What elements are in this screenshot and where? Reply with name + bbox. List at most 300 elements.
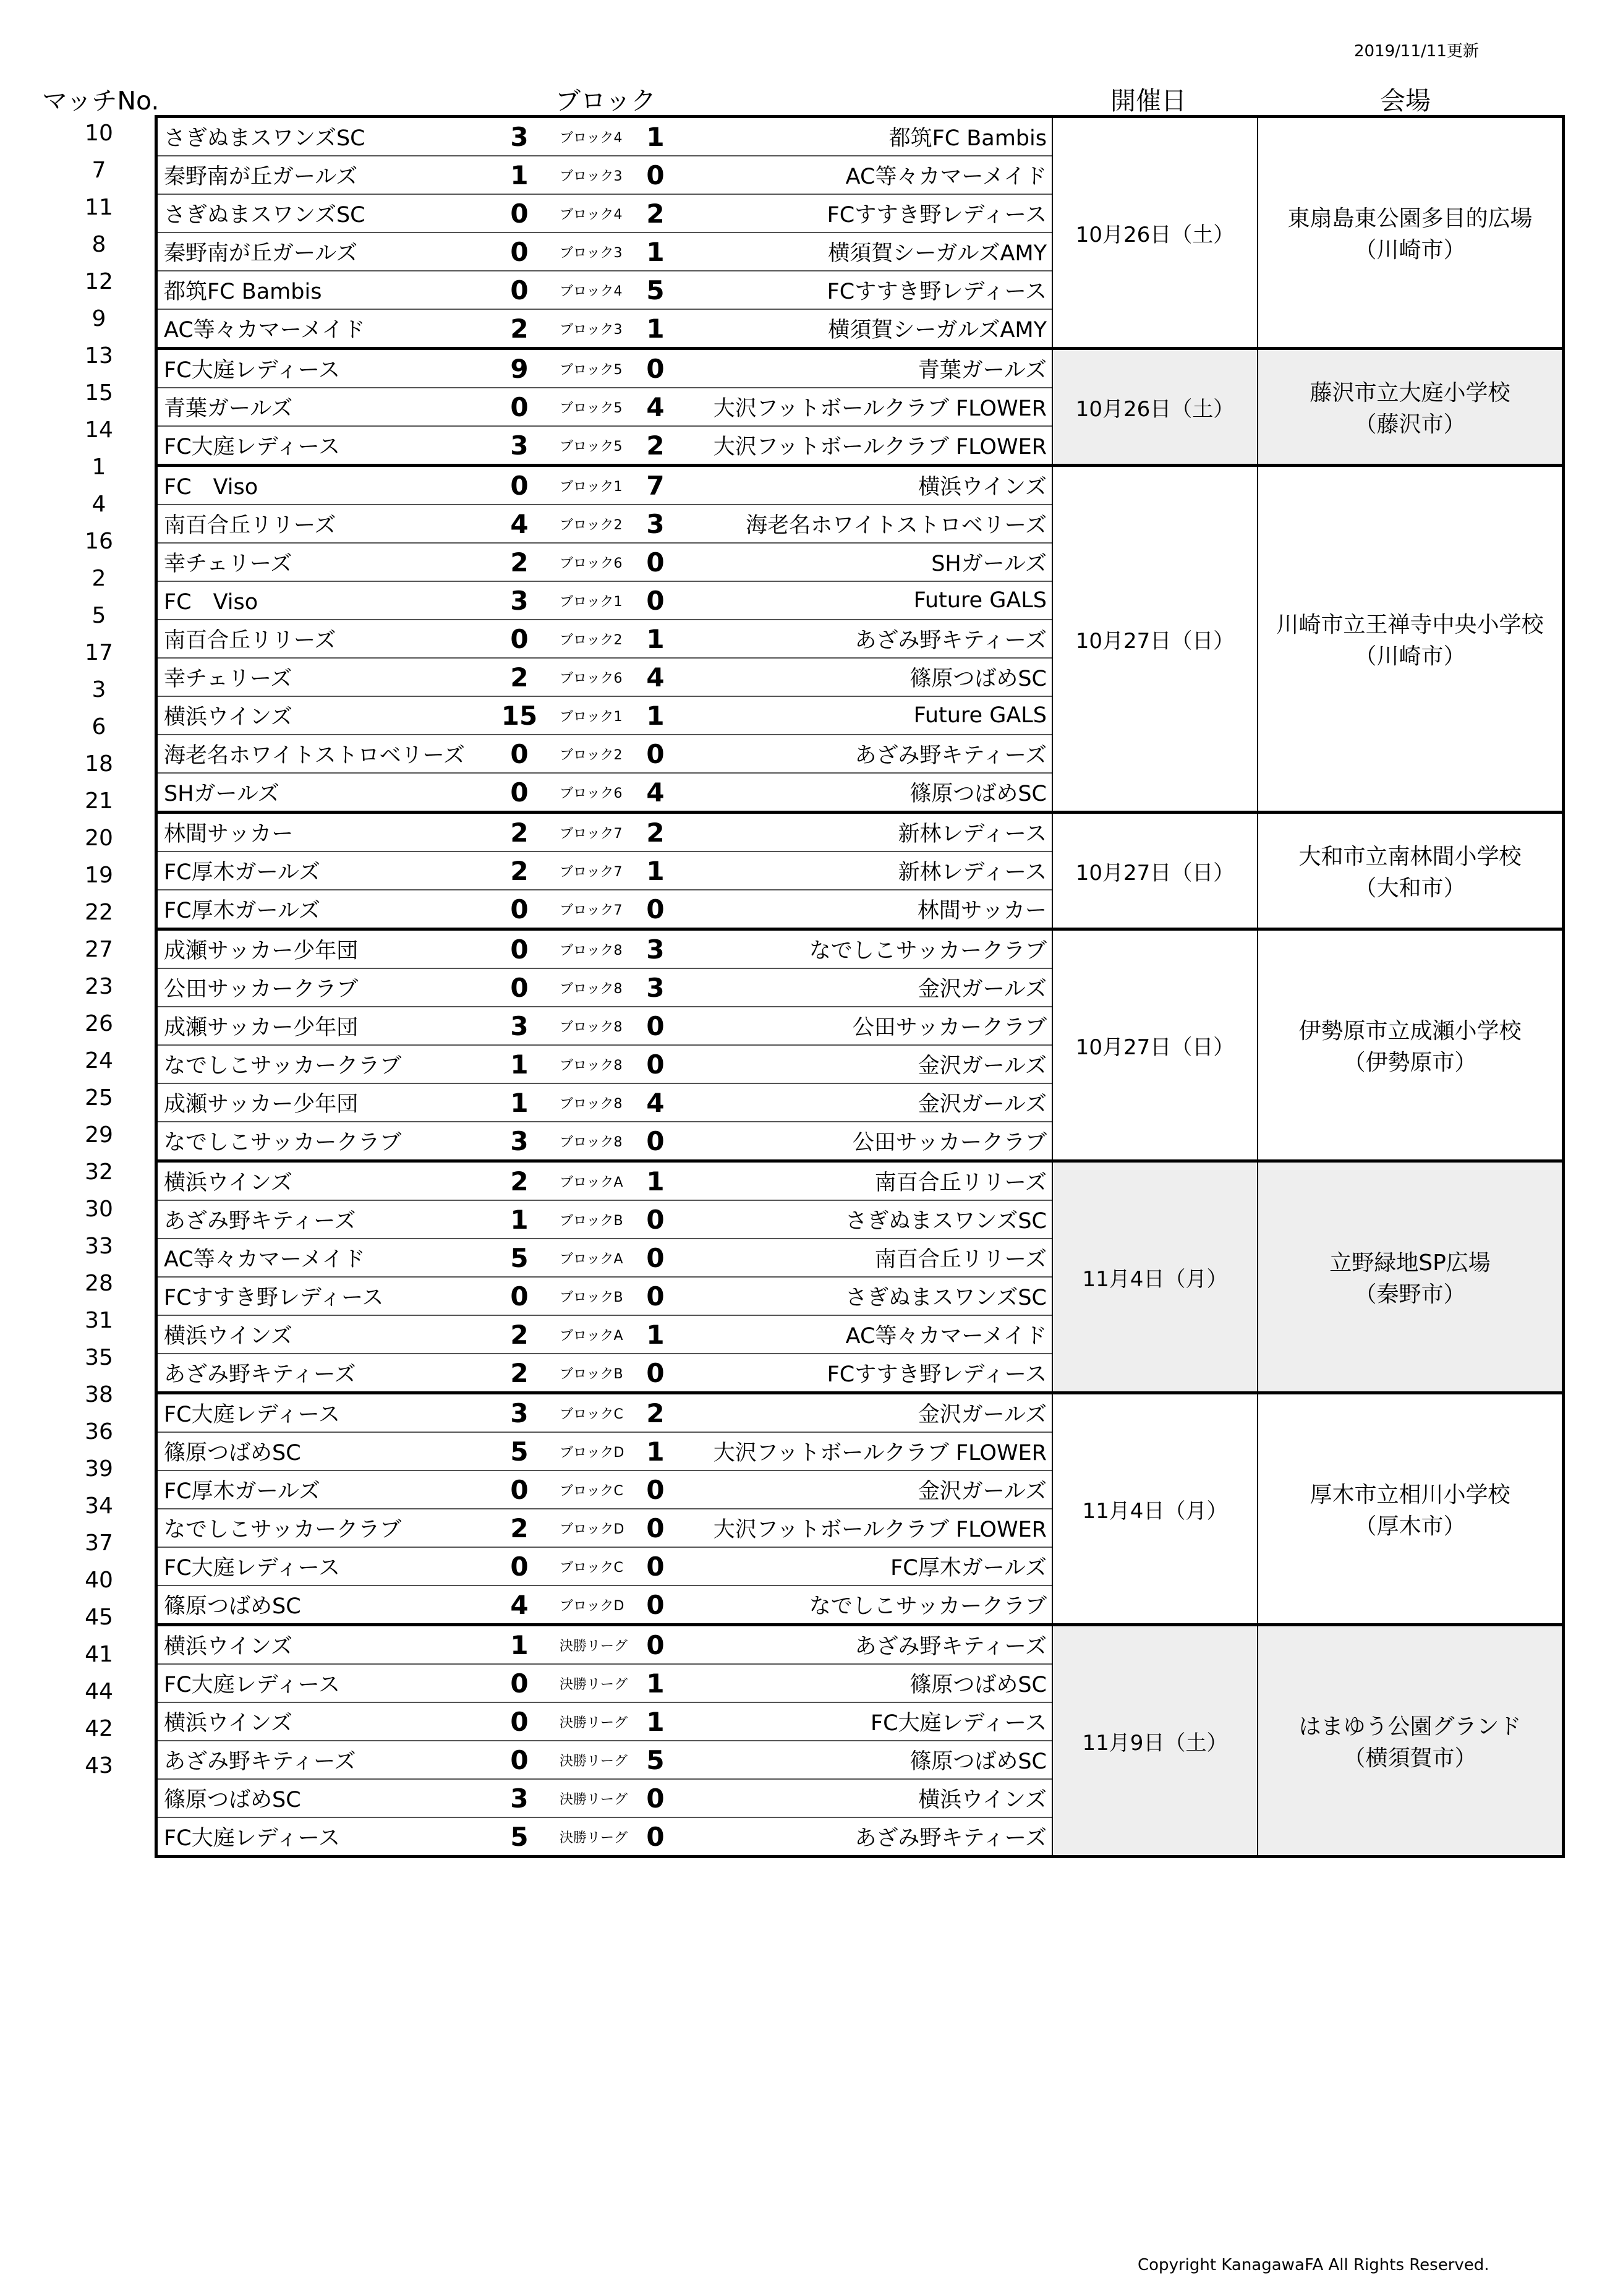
away-score: 0 — [646, 1551, 665, 1582]
away-score: 4 — [646, 777, 665, 808]
away-score: 4 — [646, 662, 665, 693]
home-team: 横浜ウインズ — [164, 1171, 292, 1195]
match-row — [158, 1780, 1052, 1818]
match-number: 41 — [85, 1642, 113, 1667]
block-label: ブロック3 — [560, 322, 623, 338]
block-label: ブロックD — [560, 1445, 624, 1461]
match-row — [158, 388, 1052, 427]
match-number: 3 — [92, 677, 106, 702]
match-row — [158, 505, 1052, 544]
home-team: 林間サッカー — [164, 822, 294, 847]
match-row — [158, 1433, 1052, 1471]
match-group — [158, 931, 1562, 1163]
away-team: 金沢ガールズ — [918, 977, 1047, 1002]
block-label: ブロック3 — [560, 168, 623, 184]
block-label: ブロック8 — [560, 1057, 623, 1073]
match-number: 38 — [85, 1382, 113, 1407]
home-score: 0 — [510, 972, 529, 1003]
match-row — [158, 1665, 1052, 1703]
home-team: 都筑FC Bambis — [164, 280, 322, 304]
away-team: あざみ野キティーズ — [854, 1826, 1047, 1851]
match-number: 40 — [85, 1568, 113, 1593]
block-label: ブロックC — [560, 1406, 623, 1422]
home-score: 0 — [510, 1551, 529, 1582]
venue-city: （横須賀市） — [1343, 1746, 1477, 1771]
match-number: 18 — [85, 751, 113, 777]
match-number-column — [37, 115, 161, 1785]
match-number: 36 — [85, 1419, 113, 1445]
match-number: 9 — [92, 306, 106, 331]
match-row — [158, 774, 1052, 811]
block-label: ブロック8 — [560, 1134, 623, 1150]
home-score: 15 — [501, 700, 538, 731]
home-score: 0 — [510, 738, 529, 769]
block-label: 決勝リーグ — [560, 1676, 628, 1692]
match-row — [158, 1354, 1052, 1391]
match-number: 19 — [85, 863, 113, 888]
away-team: 篠原つばめSC — [909, 667, 1047, 691]
home-team: FC厚木ガールズ — [164, 898, 320, 923]
match-row — [158, 852, 1052, 890]
block-label: ブロックD — [560, 1598, 624, 1614]
match-row — [158, 1509, 1052, 1548]
home-score: 0 — [510, 894, 529, 924]
home-score: 0 — [510, 1706, 529, 1737]
away-score: 0 — [646, 1513, 665, 1543]
home-score: 5 — [510, 1821, 529, 1852]
match-number: 11 — [85, 195, 113, 220]
home-team: AC等々カマーメイド — [164, 318, 365, 343]
away-score: 2 — [646, 430, 665, 461]
match-row — [158, 814, 1052, 852]
home-score: 4 — [510, 1589, 529, 1620]
venue — [1258, 1626, 1562, 1855]
match-number: 22 — [85, 900, 113, 925]
venue-name: 川崎市立王禅寺中央小学校 — [1276, 612, 1544, 638]
match-row — [158, 467, 1052, 505]
venue-city: （川崎市） — [1354, 644, 1466, 669]
home-team: AC等々カマーメイド — [164, 1247, 365, 1272]
match-date: 11月4日（月） — [1052, 1163, 1258, 1391]
home-team: SHガールズ — [164, 782, 279, 806]
match-list — [158, 814, 1052, 928]
venue — [1258, 1163, 1562, 1391]
home-team: あざみ野キティーズ — [164, 1749, 356, 1774]
away-score: 1 — [646, 313, 665, 344]
venue — [1258, 1394, 1562, 1623]
match-number: 10 — [85, 121, 113, 146]
away-score: 0 — [646, 1821, 665, 1852]
venue-name: 東扇島東公園多目的広場 — [1287, 206, 1533, 231]
away-team: 横浜ウインズ — [918, 475, 1047, 500]
match-row — [158, 1626, 1052, 1665]
venue-name: 立野緑地SP広場 — [1329, 1250, 1491, 1276]
block-label: ブロック5 — [560, 438, 623, 455]
match-number: 15 — [85, 380, 113, 406]
match-number: 31 — [85, 1308, 113, 1333]
block-label: ブロック6 — [560, 785, 623, 801]
block-label: ブロック4 — [560, 130, 623, 146]
away-team: FC厚木ガールズ — [890, 1556, 1047, 1581]
venue-city: （厚木市） — [1354, 1514, 1466, 1539]
away-team: 篠原つばめSC — [909, 1749, 1047, 1774]
home-score: 0 — [510, 470, 529, 501]
match-date: 10月26日（土） — [1052, 118, 1258, 347]
match-row — [158, 156, 1052, 195]
match-row — [158, 1586, 1052, 1623]
away-team: 金沢ガールズ — [918, 1054, 1047, 1078]
block-label: ブロック6 — [560, 555, 623, 571]
match-number: 6 — [92, 714, 106, 740]
header-match-no: マッチNo. — [42, 86, 160, 116]
home-score: 1 — [510, 1049, 529, 1080]
home-team: 南百合丘リリーズ — [164, 628, 336, 653]
match-row — [158, 1548, 1052, 1586]
match-row — [158, 1394, 1052, 1433]
away-team: 青葉ガールズ — [918, 358, 1047, 383]
venue — [1258, 814, 1562, 928]
home-score: 3 — [510, 1398, 529, 1428]
block-label: ブロックB — [560, 1289, 623, 1305]
home-score: 0 — [510, 236, 529, 267]
home-score: 2 — [510, 547, 529, 578]
home-score: 2 — [510, 1357, 529, 1388]
match-group — [158, 118, 1562, 350]
home-score: 0 — [510, 777, 529, 808]
away-score: 1 — [646, 1706, 665, 1737]
away-score: 1 — [646, 1668, 665, 1699]
home-score: 2 — [510, 1513, 529, 1543]
away-team: 南百合丘リリーズ — [874, 1171, 1047, 1195]
home-team: さぎぬまスワンズSC — [164, 126, 365, 151]
match-row — [158, 1278, 1052, 1316]
block-label: 決勝リーグ — [560, 1791, 628, 1807]
match-row — [158, 931, 1052, 969]
away-score: 0 — [646, 1589, 665, 1620]
block-label: 決勝リーグ — [560, 1753, 628, 1769]
away-score: 0 — [646, 1629, 665, 1660]
venue-city: （大和市） — [1354, 876, 1466, 901]
away-team: AC等々カマーメイド — [845, 1324, 1047, 1349]
away-team: さぎぬまスワンズSC — [845, 1209, 1047, 1234]
block-label: 決勝リーグ — [560, 1638, 628, 1654]
home-score: 3 — [510, 1783, 529, 1814]
away-score: 5 — [646, 1744, 665, 1775]
home-team: 横浜ウインズ — [164, 1634, 292, 1659]
match-row — [158, 1046, 1052, 1084]
block-label: 決勝リーグ — [560, 1715, 628, 1731]
home-team: FCすすき野レディース — [164, 1286, 384, 1310]
home-score: 0 — [510, 1281, 529, 1312]
home-team: 成瀬サッカー少年団 — [164, 1092, 359, 1117]
block-label: ブロック7 — [560, 902, 623, 918]
match-number: 12 — [85, 269, 113, 294]
away-score: 1 — [646, 121, 665, 152]
schedule-table — [155, 115, 1565, 1858]
match-row — [158, 1818, 1052, 1855]
match-number: 24 — [85, 1048, 113, 1073]
home-score: 2 — [510, 662, 529, 693]
home-team: 青葉ガールズ — [164, 396, 293, 421]
block-label: ブロック7 — [560, 826, 623, 842]
away-score: 3 — [646, 508, 665, 539]
match-row — [158, 310, 1052, 347]
block-label: ブロック4 — [560, 207, 623, 223]
away-team: 南百合丘リリーズ — [874, 1247, 1047, 1272]
home-team: FC大庭レディース — [164, 1556, 341, 1581]
away-score: 0 — [646, 353, 665, 384]
venue-city: （秦野市） — [1354, 1282, 1466, 1307]
away-score: 1 — [646, 236, 665, 267]
venue-name: 大和市立南林間小学校 — [1298, 844, 1522, 869]
away-team: AC等々カマーメイド — [845, 164, 1047, 189]
home-score: 4 — [510, 508, 529, 539]
away-team: 都筑FC Bambis — [888, 126, 1047, 151]
home-team: 成瀬サッカー少年団 — [164, 1015, 359, 1040]
block-label: ブロックA — [560, 1328, 623, 1344]
away-score: 1 — [646, 1319, 665, 1350]
away-team: 公田サッカークラブ — [852, 1130, 1047, 1155]
match-number: 17 — [85, 640, 113, 665]
match-number: 27 — [85, 937, 113, 962]
block-label: ブロック5 — [560, 400, 623, 416]
match-row — [158, 582, 1052, 620]
home-team: あざみ野キティーズ — [164, 1209, 356, 1234]
away-team: あざみ野キティーズ — [854, 628, 1047, 653]
match-number: 5 — [92, 603, 106, 628]
away-score: 4 — [646, 1087, 665, 1118]
match-row — [158, 118, 1052, 156]
block-label: ブロック1 — [560, 594, 623, 610]
away-score: 5 — [646, 275, 665, 305]
match-number: 26 — [85, 1011, 113, 1036]
block-label: ブロック6 — [560, 670, 623, 686]
match-list — [158, 931, 1052, 1159]
match-row — [158, 1703, 1052, 1741]
home-score: 2 — [510, 817, 529, 848]
home-team: 秦野南が丘ガールズ — [164, 241, 358, 266]
match-row — [158, 1007, 1052, 1046]
venue-city: （伊勢原市） — [1343, 1050, 1477, 1075]
home-team: 篠原つばめSC — [164, 1594, 301, 1619]
match-date: 10月27日（日） — [1052, 467, 1258, 811]
venue-city: （川崎市） — [1354, 237, 1466, 263]
home-team: 海老名ホワイトストロベリーズ — [164, 743, 465, 768]
home-team: あざみ野キティーズ — [164, 1362, 356, 1387]
match-number: 34 — [85, 1493, 113, 1519]
away-team: 公田サッカークラブ — [852, 1015, 1047, 1040]
match-date: 10月27日（日） — [1052, 931, 1258, 1159]
home-score: 0 — [510, 623, 529, 654]
away-team: Future GALS — [913, 588, 1047, 613]
block-label: ブロック1 — [560, 479, 623, 495]
home-score: 0 — [510, 1668, 529, 1699]
away-score: 0 — [646, 1125, 665, 1156]
match-row — [158, 1741, 1052, 1780]
home-score: 1 — [510, 160, 529, 190]
away-score: 0 — [646, 1357, 665, 1388]
match-list — [158, 350, 1052, 464]
away-score: 1 — [646, 855, 665, 886]
block-label: ブロック8 — [560, 942, 623, 958]
home-score: 1 — [510, 1087, 529, 1118]
away-team: あざみ野キティーズ — [854, 743, 1047, 768]
match-row — [158, 1316, 1052, 1354]
away-score: 4 — [646, 391, 665, 422]
home-team: 幸チェリーズ — [164, 667, 292, 691]
away-team: 大沢フットボールクラブ FLOWER — [713, 435, 1047, 459]
block-label: ブロック8 — [560, 1019, 623, 1035]
away-team: 篠原つばめSC — [909, 1673, 1047, 1697]
away-score: 0 — [646, 1049, 665, 1080]
home-team: 南百合丘リリーズ — [164, 513, 336, 538]
match-row — [158, 271, 1052, 310]
match-row — [158, 697, 1052, 735]
match-number: 43 — [85, 1753, 113, 1778]
match-number: 13 — [85, 343, 113, 369]
match-list — [158, 1163, 1052, 1391]
match-group — [158, 1626, 1562, 1855]
block-label: ブロックB — [560, 1213, 623, 1229]
block-label: ブロック8 — [560, 1096, 623, 1112]
match-date: 10月26日（土） — [1052, 350, 1258, 464]
block-label: ブロックA — [560, 1251, 623, 1267]
away-team: 金沢ガールズ — [918, 1402, 1047, 1427]
home-team: 幸チェリーズ — [164, 552, 292, 576]
match-row — [158, 890, 1052, 928]
block-label: ブロック2 — [560, 632, 623, 648]
away-team: 横須賀シーガルズAMY — [828, 318, 1047, 343]
away-score: 1 — [646, 1436, 665, 1467]
header-venue: 会場 — [1380, 86, 1431, 116]
away-team: さぎぬまスワンズSC — [845, 1286, 1047, 1310]
block-label: ブロックA — [560, 1174, 623, 1190]
venue — [1258, 467, 1562, 811]
away-team: 新林レディース — [898, 860, 1047, 885]
home-score: 2 — [510, 855, 529, 886]
block-label: ブロック5 — [560, 362, 623, 378]
match-row — [158, 1122, 1052, 1159]
away-score: 0 — [646, 738, 665, 769]
match-number: 8 — [92, 232, 106, 257]
away-team: 大沢フットボールクラブ FLOWER — [713, 1517, 1047, 1542]
away-score: 1 — [646, 700, 665, 731]
home-team: FC大庭レディース — [164, 358, 341, 383]
home-score: 1 — [510, 1629, 529, 1660]
match-list — [158, 1626, 1052, 1855]
away-team: 金沢ガールズ — [918, 1479, 1047, 1504]
venue — [1258, 118, 1562, 347]
away-team: 大沢フットボールクラブ FLOWER — [713, 1441, 1047, 1466]
home-team: なでしこサッカークラブ — [164, 1054, 402, 1078]
home-team: FC大庭レディース — [164, 1826, 341, 1851]
match-row — [158, 1084, 1052, 1122]
home-team: 横浜ウインズ — [164, 1711, 292, 1736]
home-team: さぎぬまスワンズSC — [164, 203, 365, 228]
match-number: 30 — [85, 1197, 113, 1222]
block-label: ブロック3 — [560, 245, 623, 261]
away-score: 2 — [646, 1398, 665, 1428]
match-number: 14 — [85, 417, 113, 443]
match-list — [158, 118, 1052, 347]
venue-name: 伊勢原市立成瀬小学校 — [1298, 1018, 1522, 1044]
match-row — [158, 1163, 1052, 1201]
block-label: ブロック7 — [560, 864, 623, 880]
home-team: FC Viso — [164, 590, 258, 615]
match-row — [158, 544, 1052, 582]
match-number: 16 — [85, 529, 113, 554]
away-team: 横須賀シーガルズAMY — [828, 241, 1047, 266]
home-team: なでしこサッカークラブ — [164, 1130, 402, 1155]
away-score: 0 — [646, 1010, 665, 1041]
match-number: 4 — [92, 492, 106, 517]
away-team: FCすすき野レディース — [827, 1362, 1047, 1387]
home-team: FC大庭レディース — [164, 1673, 341, 1697]
match-number: 2 — [92, 566, 106, 591]
home-team: FC厚木ガールズ — [164, 860, 320, 885]
match-group — [158, 1394, 1562, 1626]
match-row — [158, 735, 1052, 774]
away-team: 大沢フットボールクラブ FLOWER — [713, 396, 1047, 421]
home-score: 2 — [510, 1319, 529, 1350]
away-team: 横浜ウインズ — [918, 1788, 1047, 1812]
away-team: 林間サッカー — [917, 898, 1047, 923]
home-score: 5 — [510, 1436, 529, 1467]
match-row — [158, 659, 1052, 697]
away-score: 0 — [646, 1204, 665, 1235]
match-number: 29 — [85, 1122, 113, 1148]
away-score: 0 — [646, 160, 665, 190]
away-team: Future GALS — [913, 703, 1047, 728]
block-label: ブロック8 — [560, 981, 623, 997]
block-label: ブロック2 — [560, 517, 623, 533]
match-date: 11月9日（土） — [1052, 1626, 1258, 1855]
home-score: 0 — [510, 1474, 529, 1505]
home-score: 3 — [510, 1125, 529, 1156]
match-number: 45 — [85, 1605, 113, 1630]
home-score: 0 — [510, 391, 529, 422]
match-number: 37 — [85, 1530, 113, 1556]
match-number: 20 — [85, 826, 113, 851]
home-score: 3 — [510, 430, 529, 461]
away-team: 金沢ガールズ — [918, 1092, 1047, 1117]
copyright: Copyright KanagawaFA All Rights Reserved. — [1138, 2256, 1489, 2274]
away-team: 篠原つばめSC — [909, 782, 1047, 806]
venue-name: 厚木市立相川小学校 — [1310, 1482, 1510, 1508]
away-score: 1 — [646, 1166, 665, 1197]
home-team: 篠原つばめSC — [164, 1441, 301, 1466]
away-score: 0 — [646, 1242, 665, 1273]
venue — [1258, 350, 1562, 464]
block-label: ブロックC — [560, 1483, 623, 1499]
match-row — [158, 620, 1052, 659]
venue-city: （藤沢市） — [1354, 412, 1466, 437]
home-score: 9 — [510, 353, 529, 384]
match-row — [158, 1471, 1052, 1509]
block-label: ブロックD — [560, 1521, 624, 1537]
updated-date: 2019/11/11更新 — [1354, 42, 1479, 61]
block-label: ブロックB — [560, 1366, 623, 1382]
match-number: 28 — [85, 1271, 113, 1296]
block-label: ブロックC — [560, 1560, 623, 1576]
match-row — [158, 427, 1052, 464]
away-score: 3 — [646, 972, 665, 1003]
away-team: FCすすき野レディース — [827, 203, 1047, 228]
away-team: なでしこサッカークラブ — [809, 939, 1047, 963]
home-team: 横浜ウインズ — [164, 705, 292, 730]
home-score: 3 — [510, 1010, 529, 1041]
match-date: 10月27日（日） — [1052, 814, 1258, 928]
